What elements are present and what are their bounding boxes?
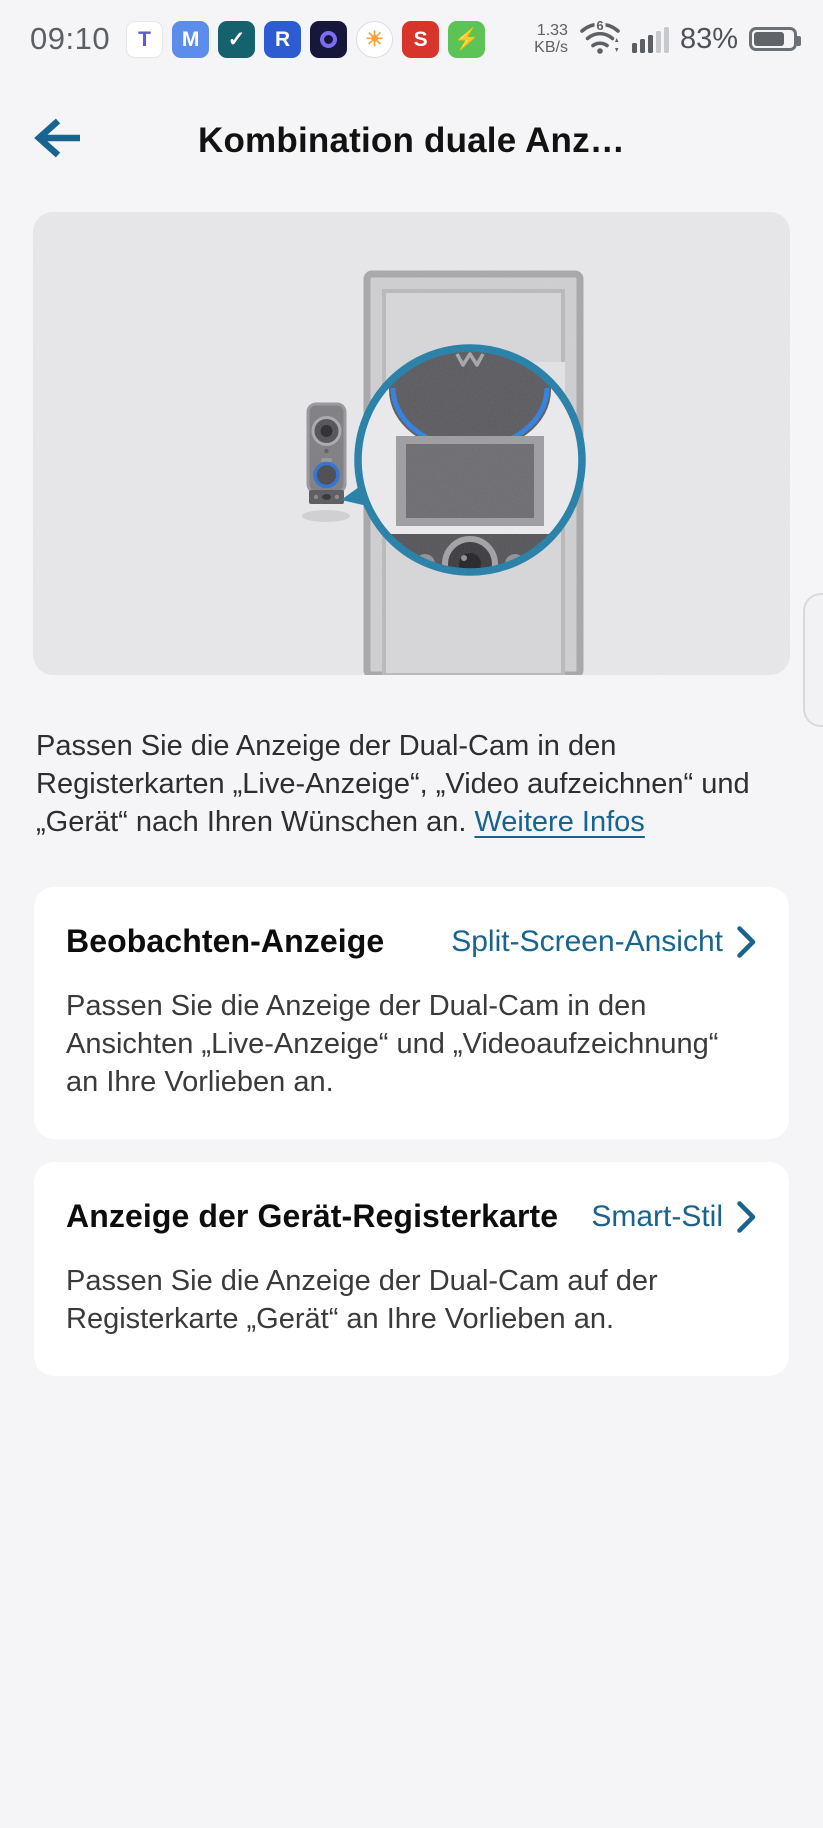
battery-guard-icon: ⚡ [448,21,485,58]
card-device-tab-display-row[interactable] [66,1198,757,1235]
chevron-right-icon [736,1200,757,1234]
status-bar [0,0,823,72]
edge-scroll-handle[interactable] [803,593,823,727]
doorbell-illustration [33,212,790,675]
teams-icon: T [126,21,163,58]
card-watch-display-value[interactable]: Split-Screen-Ansicht [451,925,757,959]
battery-percent: 83% [679,22,738,55]
card-device-tab-display-description: Passen Sie die Anzeige der Dual-Cam auf der Registerkarte „Gerät“ an Ihre Vorlieben an. [66,1265,658,1335]
network-speed-unit: KB/s [534,39,568,56]
network-speed [534,22,568,56]
intro-text: Passen Sie die Anzeige der Dual-Cam in den Registerkarten „Live-Anzeige“, „Video aufzeichnen“ und „Gerät“ nach Ihren Wünschen an. [36,730,750,838]
arrow-left-icon [33,116,83,160]
more-info-link[interactable]: Weitere Infos [474,806,645,838]
status-right-group [534,18,797,61]
intro-paragraph [36,727,776,841]
title-bar [0,98,823,184]
notification-icons [126,21,485,58]
card-watch-display-description: Passen Sie die Anzeige der Dual-Cam in den Ansichten „Live-Anzeige“ und „Videoaufzeichnung“ an Ihre Vorlieben an. [66,990,719,1098]
page-title: Kombination duale Anz… [198,121,625,160]
chevron-right-icon [736,925,757,959]
network-speed-value: 1.33 [536,22,568,39]
signal-strength-icon [632,26,669,53]
card-watch-display-title: Beobachten-Anzeige [66,923,385,959]
battery-icon [749,27,797,51]
svg-text:6: 6 [596,17,604,33]
card-watch-display-row[interactable] [66,923,757,960]
wifi6-icon [579,18,621,61]
back-button[interactable] [33,106,93,170]
clock: 09:10 [30,21,111,56]
battery-nub [797,36,801,46]
r-app-icon: R [264,21,301,58]
card-device-tab-display-title: Anzeige der Gerät-Registerkarte [66,1198,559,1234]
card-device-tab-display [34,1162,789,1376]
card-watch-display [34,887,789,1139]
battery-fill [754,32,784,46]
shield-check-icon: ✓ [218,21,255,58]
mail-icon: M [172,21,209,58]
philips-hue-icon [310,21,347,58]
door-doorbell-graphic [33,212,790,675]
card-device-tab-display-value[interactable]: Smart-Stil [591,1200,757,1234]
s-app-icon: S [402,21,439,58]
weather-icon: ☀ [356,21,393,58]
